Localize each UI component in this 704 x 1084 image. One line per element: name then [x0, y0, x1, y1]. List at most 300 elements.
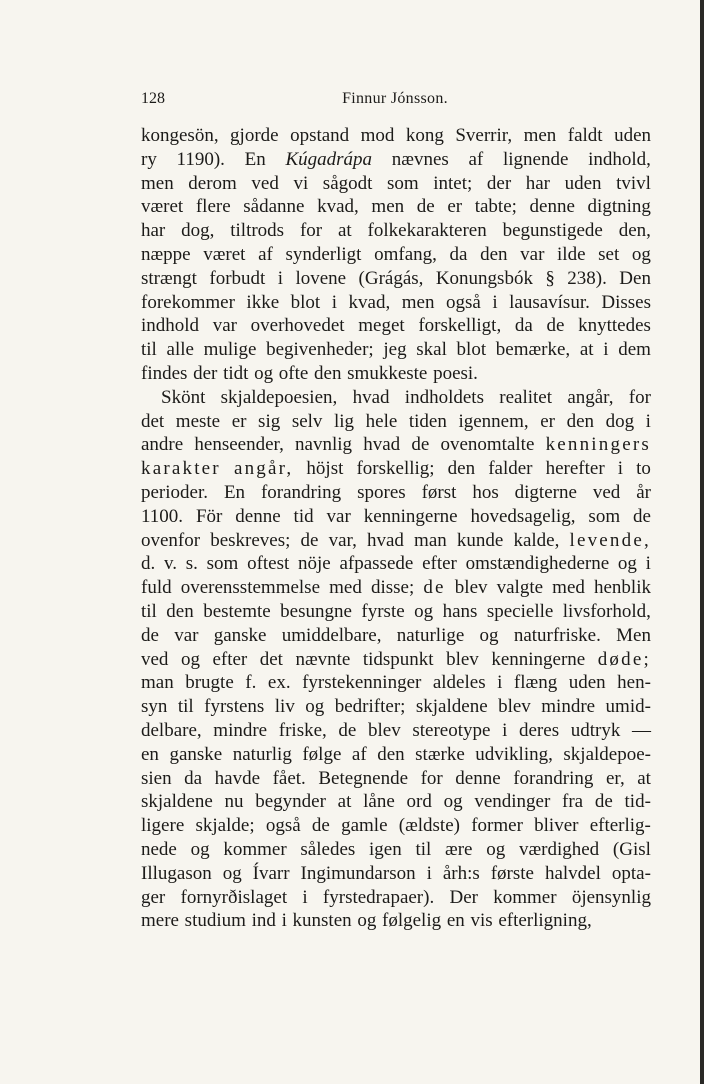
word: ind [251, 910, 276, 932]
word: og [357, 910, 377, 932]
word: men [401, 291, 435, 313]
word: (Grágás, [358, 267, 424, 289]
word: höjst [306, 458, 344, 480]
word: folkekarakteren [367, 220, 487, 242]
word: er [231, 410, 247, 432]
word: bestemte [203, 600, 271, 622]
word: poesi. [433, 362, 478, 384]
word: ikke [246, 291, 280, 313]
word: blev [368, 719, 401, 741]
text-line [141, 719, 651, 743]
word: med [552, 577, 585, 599]
word: der [486, 172, 512, 194]
word: fyrstekenninger [302, 672, 422, 694]
word: brugte [185, 672, 234, 694]
word: henblik [594, 577, 651, 599]
word: og [190, 838, 210, 860]
word: fornyrðislaget [180, 886, 288, 908]
word: Sverrir, [455, 125, 513, 146]
word: begunstigede [502, 220, 603, 242]
word: liv [274, 696, 295, 718]
word: omfang, [374, 243, 437, 265]
word: ligere [141, 815, 185, 837]
text-line [141, 148, 651, 172]
word: forandring [260, 481, 342, 503]
word: tiden [408, 410, 447, 432]
word: deres [519, 719, 560, 741]
word: kongesön, [141, 125, 219, 146]
word: til [415, 838, 432, 860]
word: dem [618, 339, 651, 361]
word: 238). [567, 267, 607, 289]
word: først [421, 481, 457, 503]
word: naturlig [232, 743, 292, 765]
page-number: 128 [141, 90, 165, 107]
word: den [480, 243, 508, 265]
word: ovenomtalte [440, 434, 535, 456]
word: første [490, 862, 534, 884]
word: gjorde [230, 125, 279, 146]
word: ry [141, 148, 157, 170]
word: Kúgadrápa [285, 148, 373, 170]
word: vis [470, 910, 493, 932]
word: indhold [141, 315, 200, 337]
word: de [311, 815, 330, 837]
word: som [588, 505, 621, 527]
word: og [479, 624, 499, 646]
word: blev [498, 696, 531, 718]
word: nævnes [391, 148, 449, 170]
word: skjaldepoesien, [220, 386, 338, 408]
word: døde; [597, 648, 651, 670]
word: og [222, 862, 242, 884]
word: ofte [278, 362, 309, 384]
running-title: Finnur Jónsson. [342, 90, 448, 107]
word: stærke [415, 743, 465, 765]
word: knyttedes [578, 315, 651, 337]
word: den [377, 743, 405, 765]
text-line [141, 219, 651, 243]
word: Illugason [141, 862, 212, 884]
text-line [141, 600, 651, 624]
text-line [141, 743, 651, 767]
word: uden [614, 125, 651, 146]
word: denne [235, 505, 281, 527]
word: fået. [272, 767, 306, 789]
word: og [443, 791, 463, 813]
text-line [141, 909, 651, 933]
word: overensstemmelse [180, 577, 321, 599]
word: til [177, 696, 194, 718]
word: § [545, 267, 555, 289]
word: er, [605, 767, 625, 789]
word: hele [365, 410, 398, 432]
word: men [523, 125, 557, 146]
text-line [141, 529, 651, 553]
word: meste [175, 410, 221, 432]
word: de [411, 434, 430, 456]
word: friske, [278, 719, 327, 741]
word: sien [141, 767, 172, 789]
word: mindre [541, 696, 596, 718]
word: forekommer [141, 291, 235, 313]
word: skjaldepoe- [563, 743, 651, 765]
word: blev [454, 577, 488, 599]
word: herefter [545, 458, 605, 480]
word: for [628, 386, 651, 408]
word: den [447, 458, 476, 480]
word: dog [605, 410, 635, 432]
word: Ívarr [252, 862, 290, 884]
word: selv [291, 410, 323, 432]
word: at [637, 767, 651, 789]
word: öjensynlig [571, 886, 651, 908]
word: ovenfor [141, 529, 201, 551]
text-line [141, 886, 651, 910]
word: fuld [141, 577, 172, 599]
word: Konungsbók [435, 267, 533, 289]
word: kommer [223, 838, 287, 860]
text-line [141, 267, 651, 291]
word: værdighed [518, 838, 600, 860]
word: besungne [280, 600, 352, 622]
word: efter [422, 553, 457, 575]
word: perioder. [141, 481, 209, 503]
word: ilde [557, 243, 586, 265]
word: har [141, 220, 166, 242]
word: begivenheder; [266, 339, 374, 361]
word: sågodt [322, 172, 373, 194]
word: således [300, 838, 356, 860]
word: kunsten [292, 910, 352, 932]
text-line [141, 457, 651, 481]
text-line [141, 624, 651, 648]
word: i [645, 410, 651, 432]
word: og [305, 696, 325, 718]
word: kunde [456, 529, 504, 551]
word: af [258, 243, 273, 265]
word: hovedsagelig, [470, 505, 576, 527]
word: det [259, 648, 283, 670]
word: stereotype [412, 719, 491, 741]
word: de [594, 791, 613, 813]
text-line [141, 386, 651, 410]
word: de [546, 315, 565, 337]
word: andre [141, 434, 184, 456]
word: af [468, 148, 484, 170]
word: blev [446, 648, 479, 670]
word: udvikling, [475, 743, 553, 765]
word: angår, [567, 386, 614, 408]
word: indholdets [404, 386, 484, 408]
word: studium [184, 910, 246, 932]
word: og [631, 243, 651, 265]
word: Skönt [161, 386, 206, 408]
word: umiddelbare, [281, 624, 382, 646]
word: efterligning, [498, 910, 592, 932]
word: de [300, 529, 319, 551]
word: i [331, 291, 338, 313]
word: denne [529, 196, 575, 218]
word: begynder [255, 791, 326, 813]
word: da [514, 315, 533, 337]
text-line [141, 243, 651, 267]
word: var [212, 315, 237, 337]
word: (Gisl [612, 838, 651, 860]
word: efter [212, 648, 248, 670]
word: ære [445, 838, 473, 860]
word: lovene [295, 267, 347, 289]
word: falder [488, 458, 533, 480]
word: at [337, 220, 352, 242]
word: været [203, 243, 246, 265]
word: i [617, 458, 624, 480]
word: og [617, 553, 637, 575]
word: til [141, 600, 157, 622]
word: til [141, 339, 157, 361]
word: tid- [624, 791, 651, 813]
word: ex. [267, 672, 291, 694]
word: flæng [513, 672, 558, 694]
word: halvdel [544, 862, 601, 884]
word: faldt [567, 125, 603, 146]
word: kong [405, 125, 444, 146]
word: i [426, 862, 432, 884]
word: 1190). [176, 148, 225, 170]
word: skjaldene [141, 791, 213, 813]
word: — [631, 719, 651, 741]
word: ord [406, 791, 432, 813]
text-line [141, 124, 651, 148]
text-line [141, 338, 651, 362]
word: i [502, 719, 508, 741]
word: delbare, [141, 719, 202, 741]
word: at [337, 791, 352, 813]
word: gamle [341, 815, 388, 837]
word: hvad [366, 529, 404, 551]
word: s. [185, 553, 198, 575]
word: kvad, [317, 196, 359, 218]
word: forbudt [209, 267, 266, 289]
word: nede [141, 838, 177, 860]
word: lig [334, 410, 355, 432]
word: overhovedet [250, 315, 345, 337]
word: ger [141, 886, 166, 908]
word: år [636, 481, 651, 503]
word: skjalde; [195, 815, 255, 837]
word: forskelligt, [418, 315, 502, 337]
word: beskreves; [210, 529, 291, 551]
word: i [645, 553, 651, 575]
text-line [141, 767, 651, 791]
word: intet; [433, 172, 473, 194]
word: findes [141, 362, 188, 384]
word: skjaldene [415, 696, 488, 718]
word: den [566, 410, 594, 432]
word: derom [188, 172, 237, 194]
word: levende, [569, 529, 651, 551]
text-line [141, 481, 651, 505]
word: bliver [534, 815, 579, 837]
word: i [281, 910, 287, 932]
word: kenningerne [491, 648, 586, 670]
word: vendinger [474, 791, 551, 813]
text-line [141, 790, 651, 814]
word: nu [224, 791, 244, 813]
word: efterlig- [589, 815, 651, 837]
word: også [445, 291, 481, 313]
word: i [492, 291, 498, 313]
word: hvad [363, 434, 401, 456]
word: synderligt [285, 243, 362, 265]
word: bedrifter; [334, 696, 406, 718]
word: næppe [141, 243, 191, 265]
word: livsforhold, [562, 600, 651, 622]
word: spores [357, 481, 406, 503]
word: f. [245, 672, 257, 694]
word: med [329, 577, 362, 599]
word: forandring [513, 767, 594, 789]
word: ved [141, 648, 169, 670]
word: fyrstedrapaer). [322, 886, 435, 908]
text-line [141, 671, 651, 695]
word: För [195, 505, 223, 527]
word: digterne [514, 481, 577, 503]
word: flere [195, 196, 231, 218]
word: hen- [617, 672, 651, 694]
word: har [525, 172, 550, 194]
word: de [633, 505, 651, 527]
word: hans [442, 600, 478, 622]
word: den, [618, 220, 651, 242]
word: for [299, 220, 323, 242]
word: som [206, 553, 239, 575]
word: i [302, 886, 308, 908]
word: igen [369, 838, 402, 860]
word: En [244, 148, 266, 170]
word: tid [293, 505, 314, 527]
text-line [141, 410, 651, 434]
word: mod [360, 125, 395, 146]
word: også [265, 815, 301, 837]
text-line [141, 291, 651, 315]
word: fra [562, 791, 584, 813]
word: vi [293, 172, 309, 194]
word: uden [568, 672, 606, 694]
word: og [414, 600, 434, 622]
word: de [338, 719, 357, 741]
word: i [603, 339, 609, 361]
word: bemærke, [495, 339, 571, 361]
word: kvad, [348, 291, 391, 313]
word: Disses [601, 291, 651, 313]
word: 1100. [141, 505, 184, 527]
word: oftest [247, 553, 290, 575]
text-line [141, 433, 651, 457]
word: tvivl [616, 172, 651, 194]
word: årh:s [442, 862, 480, 884]
word: opstand [290, 125, 350, 146]
word: mulige [203, 339, 257, 361]
word: der [193, 362, 218, 384]
word: navnlig [295, 434, 353, 456]
word: følgelig [382, 910, 442, 932]
word: ved [592, 481, 621, 503]
text-line [141, 172, 651, 196]
word: de [423, 577, 446, 599]
word: strængt [141, 267, 197, 289]
word: er [447, 196, 463, 218]
word: umid- [605, 696, 651, 718]
word: afpassede [339, 553, 414, 575]
word: d. [141, 553, 156, 575]
word: mere [141, 910, 179, 932]
word: omstændighederne [465, 553, 610, 575]
text-line [141, 862, 651, 886]
word: den [166, 600, 194, 622]
body-text [141, 124, 651, 933]
word: kommer [493, 886, 557, 908]
word: låne [363, 791, 395, 813]
word: været [141, 196, 184, 218]
word: former [471, 815, 523, 837]
word: fyrste [361, 600, 405, 622]
word: igennem, [458, 410, 529, 432]
word: tidspunkt [362, 648, 434, 670]
word: naturfriske. [513, 624, 601, 646]
text-line [141, 314, 651, 338]
word: skal [416, 339, 447, 361]
text-line [141, 648, 651, 672]
word: i [277, 267, 284, 289]
word: udtryk [570, 719, 621, 741]
word: den [314, 362, 342, 384]
word: (ældste) [398, 815, 460, 837]
word: forskellig; [356, 458, 435, 480]
word: hvad [352, 386, 390, 408]
word: nöje [298, 553, 331, 575]
word: men [371, 196, 405, 218]
word: lignende [502, 148, 569, 170]
word: sig [258, 410, 281, 432]
word: alle [166, 339, 194, 361]
word: i [497, 672, 503, 694]
text-line [141, 195, 651, 219]
word: at [579, 339, 594, 361]
text-line [141, 695, 651, 719]
word: kenningers [545, 434, 651, 456]
word: lausavísur. [509, 291, 590, 313]
word: realitet [499, 386, 553, 408]
word: Den [619, 267, 651, 289]
word: blot [456, 339, 487, 361]
word: specielle [486, 600, 554, 622]
word: ganske [213, 624, 267, 646]
word: man [141, 672, 174, 694]
word: mindre [213, 719, 268, 741]
word: og [486, 838, 506, 860]
word: Betegnende [318, 767, 409, 789]
word: syn [141, 696, 168, 718]
word: da [184, 767, 203, 789]
page-header [141, 90, 649, 112]
word: henseender, [194, 434, 284, 456]
word: Men [616, 624, 651, 646]
word: de [141, 624, 159, 646]
word: denne [455, 767, 501, 789]
word: ganske [169, 743, 223, 765]
word: var [174, 624, 199, 646]
